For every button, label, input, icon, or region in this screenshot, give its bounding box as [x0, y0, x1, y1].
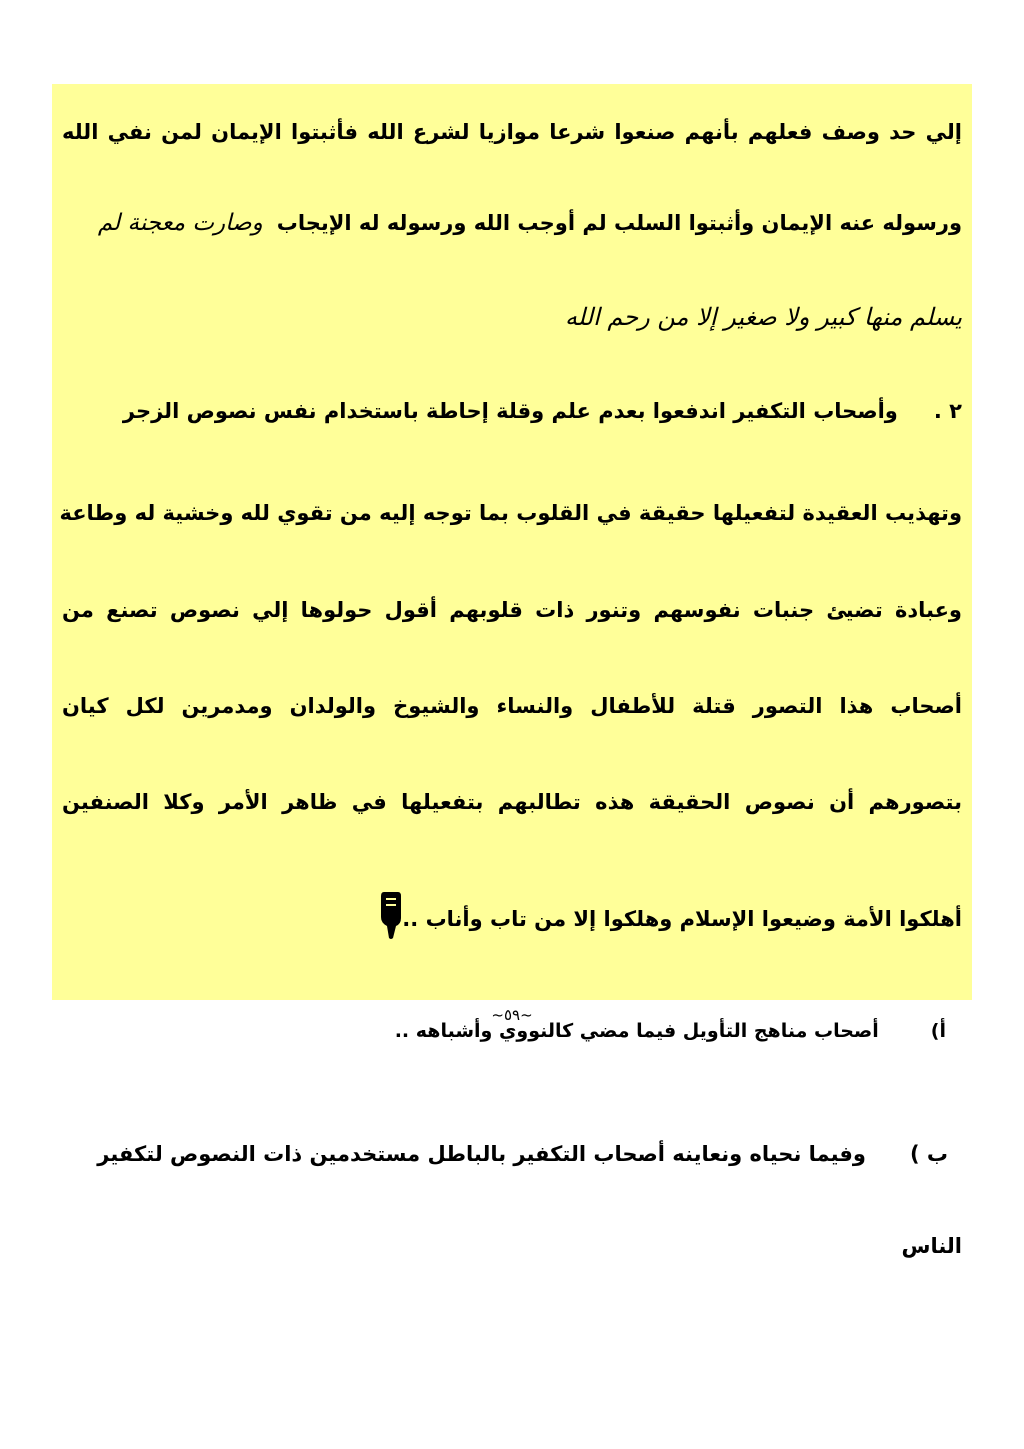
text-line-10-main: أصحاب مناهج التأويل فيما مضي كالنووي وأشباهه .. [394, 1020, 879, 1042]
text-line-8: بتصورهم أن نصوص الحقيقة هذه تطالبهم بتفعيلها في ظاهر الأمر وكلا الصنفين [62, 790, 962, 814]
text-line-4-main: وأصحاب التكفير اندفعوا بعدم علم وقلة إحاطة باستخدام نفس نصوص الزجر [122, 399, 898, 423]
item-number-2: ٢ . [933, 399, 962, 423]
text-line-1: إلي حد وصف فعلهم بأنهم صنعوا شرعا موازيا لشرع الله فأثبتوا الإيمان لمن نفي الله [62, 120, 962, 144]
text-line-3-script: يسلم منها كبير ولا صغير إلا من رحم الله [564, 303, 962, 331]
text-line-9 [62, 890, 962, 931]
text-line-12: الناس [901, 1234, 962, 1258]
text-line-2-main: ورسوله عنه الإيمان وأثبتوا السلب لم أوجب الله ورسوله له الإيجاب [276, 211, 962, 235]
text-line-4 [62, 394, 962, 428]
text-line-7: أصحاب هذا التصور قتلة للأطفال والنساء والشيوخ والولدان ومدمرين لكل كيان [62, 694, 962, 718]
text-line-6: وعبادة تضيئ جنبات نفوسهم وتنور ذات قلوبهم أقول حولوها إلي نصوص تصنع من [62, 598, 962, 622]
text-line-11-main: وفيما نحياه ونعاينه أصحاب التكفير بالباطل مستخدمين ذات النصوص لتكفير [97, 1142, 866, 1166]
text-line-2-script: وصارت معجنة لم [97, 210, 263, 236]
list-marker-alif: أ) [930, 1020, 946, 1042]
text-line-9-main: أهلكوا الأمة وضيعوا الإسلام وهلكوا إلا من تاب وأناب .. [402, 907, 962, 931]
hand-pointing-down-icon [380, 890, 402, 950]
list-marker-ba: ب ) [909, 1142, 948, 1166]
text-line-5: وتهذيب العقيدة لتفعيلها حقيقة في القلوب بما توجه إليه من تقوي لله وخشية له وطاعة [59, 501, 962, 525]
text-line-2 [62, 206, 962, 240]
page-number: ~٥٩~ [491, 1006, 533, 1024]
text-line-11 [62, 1137, 962, 1171]
